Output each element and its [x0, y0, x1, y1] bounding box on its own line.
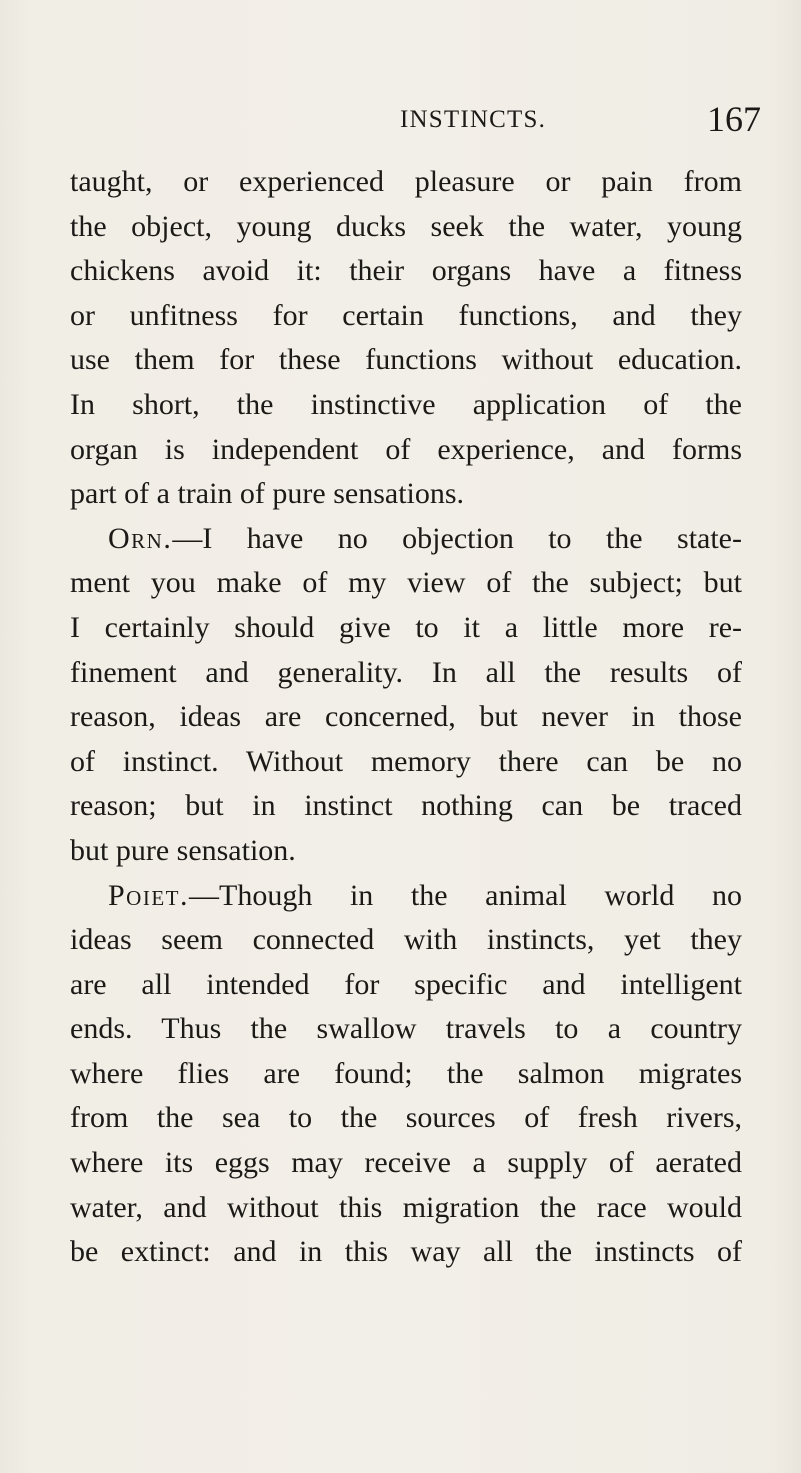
running-head — [0, 100, 801, 140]
text-line: chickens avoid it: their organs have a fitness — [70, 254, 742, 288]
speech-line-poiet — [70, 874, 742, 919]
text-line: I certainly should give to it a little more re- — [70, 610, 742, 644]
speech-line-orn — [70, 517, 742, 562]
text-line: finement and generality. In all the results of — [70, 655, 742, 689]
text-line: ends. Thus the swallow travels to a country — [70, 1012, 742, 1046]
speaker-orn: Orn. — [108, 521, 173, 555]
text-line: reason; but in instinct nothing can be traced — [70, 789, 742, 823]
text-line: the object, young ducks seek the water, young — [70, 209, 742, 243]
text-line: water, and without this migration the race would — [70, 1190, 742, 1224]
speaker-poiet: Poiet. — [108, 878, 189, 912]
text-line: organ is independent of experience, and forms — [70, 432, 742, 466]
text-line: where its eggs may receive a supply of aerated — [70, 1146, 742, 1180]
running-title: INSTINCTS. — [400, 106, 547, 133]
text-line: are all intended for specific and intelligent — [70, 967, 742, 1001]
text-line: where flies are found; the salmon migrates — [70, 1056, 742, 1090]
text-line: ideas seem connected with instincts, yet they — [70, 923, 742, 957]
page-number: 167 — [707, 99, 761, 139]
text-line: In short, the instinctive application of the — [70, 387, 742, 421]
text-line: of instinct. Without memory there can be no — [70, 744, 742, 778]
text-line: ment you make of my view of the subject; but — [70, 566, 742, 600]
text-line: taught, or experienced pleasure or pain from — [70, 165, 742, 198]
text-line: —I have no objection to the state- — [172, 521, 742, 555]
text-line: from the sea to the sources of fresh rivers, — [70, 1101, 742, 1135]
text-line: or unfitness for certain functions, and they — [70, 298, 742, 332]
text-line: —Though in the animal world no — [189, 878, 742, 912]
text-line: part of a train of pure sensations. — [70, 477, 465, 511]
text-line: but pure sensation. — [70, 833, 296, 867]
text-line: be extinct: and in this way all the instincts of — [70, 1235, 742, 1269]
text-line: reason, ideas are concerned, but never in those — [70, 700, 742, 734]
body-text — [70, 160, 742, 1275]
text-line: use them for these functions without education. — [70, 343, 742, 377]
